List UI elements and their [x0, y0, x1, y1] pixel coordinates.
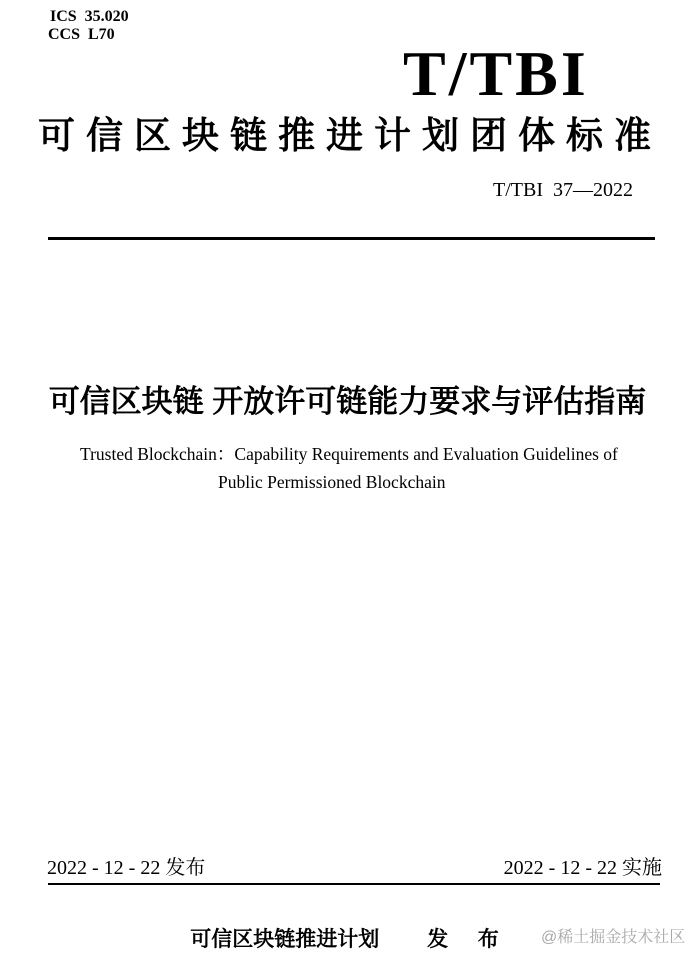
tbi-logo: T/TBI	[403, 38, 589, 109]
ccs-code: CCS L70	[48, 26, 115, 43]
bottom-divider	[48, 883, 660, 885]
standard-number: T/TBI 37—2022	[493, 179, 633, 201]
document-subtitle-en	[80, 440, 640, 496]
top-divider	[48, 237, 655, 240]
issue-date: 2022 - 12 - 22 发布	[47, 857, 206, 879]
org-standard-heading: 可信区块链推进计划团体标准	[38, 115, 662, 156]
document-subtitle-en-line1: Trusted Blockchain：Capability Requirements and Evaluation Guidelines of	[80, 444, 618, 464]
document-title: 可信区块链 开放许可链能力要求与评估指南	[48, 384, 647, 419]
document-subtitle-en-line2: Public Permissioned Blockchain	[218, 472, 446, 492]
publisher-name: 可信区块链推进计划	[190, 928, 380, 951]
ics-code: ICS 35.020	[50, 8, 129, 25]
effective-date: 2022 - 12 - 22 实施	[503, 857, 662, 879]
watermark: @稀土掘金技术社区	[541, 929, 686, 946]
publish-label: 发 布	[427, 928, 505, 951]
